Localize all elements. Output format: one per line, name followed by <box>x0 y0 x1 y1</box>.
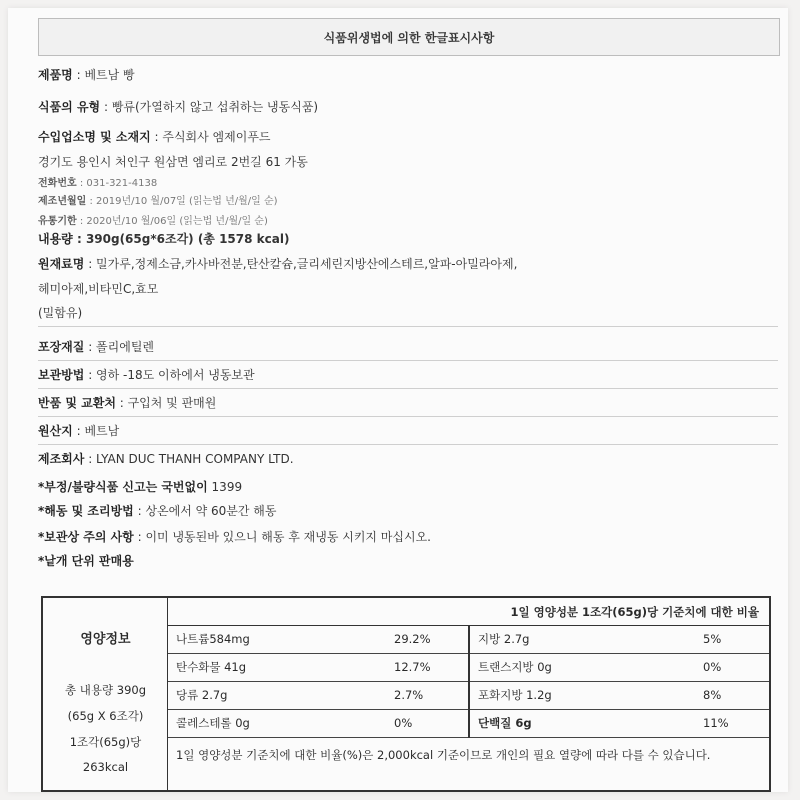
field-line: 전화번호 : 031-321-4138 <box>38 178 158 189</box>
nutrition-detail <box>168 598 769 790</box>
nutrition-title: 영양정보 <box>80 632 131 647</box>
detail-value: 영하 -18도 이하에서 냉동보관 <box>96 368 255 382</box>
ingredients-line-2: 헤미아제,비타민C,효모 <box>38 282 159 296</box>
label-title: 식품위생법에 의한 한글표시사항 <box>38 18 780 56</box>
field-line: 유통기한 : 2020년/10 월/06일 (읽는법 년/월/일 순) <box>38 216 268 227</box>
detail-key: *부정/불량식품 신고는 국번없이 <box>38 480 208 494</box>
nutrient-percent: 5% <box>703 632 722 646</box>
field-key: 수입업소명 및 소재지 <box>38 130 151 144</box>
field-line: 수입업소명 및 소재지 : 주식회사 엠제이푸드 <box>38 130 271 144</box>
ingredients-line-3: (밀함유) <box>38 306 83 320</box>
nutrient-name: 나트륨584mg <box>176 632 250 646</box>
field-line: 제조년월일 : 2019년/10 월/07일 (읽는법 년/월/일 순) <box>38 196 278 207</box>
total-label: 총 내용량 390g <box>65 683 146 697</box>
detail-value: 베트남 <box>84 424 120 438</box>
detail-key: *보관상 주의 사항 <box>38 530 134 544</box>
detail-value: LYAN DUC THANH COMPANY LTD. <box>96 452 294 466</box>
field-line <box>38 153 308 170</box>
detail-value: 이미 냉동된바 있으니 해동 후 재냉동 시키지 마십시오. <box>145 530 431 544</box>
ingredients-text-1: 밀가루,정제소금,카사바전분,탄산칼슘,글리세린지방산에스테르,알파-아밀라아제, <box>96 257 518 271</box>
detail-value: 1399 <box>211 480 243 494</box>
field-key: 제품명 <box>38 68 73 82</box>
field-line: 식품의 유형 : 빵류(가열하지 않고 섭취하는 냉동식품) <box>38 100 319 114</box>
pieces-label: (65g X 6조각) <box>67 709 144 723</box>
divider <box>38 416 778 417</box>
ingredients-line-1: 원재료명 : 밀가루,정제소금,카사바전분,탄산칼슘,글리세린지방산에스테르,알파-아밀라아제, <box>38 257 518 271</box>
field-value: 390g(65g*6조각) (총 1578 kcal) <box>85 232 290 246</box>
detail-line: 보관방법 : 영하 -18도 이하에서 냉동보관 <box>38 368 255 382</box>
detail-line: 포장재질 : 폴리에틸렌 <box>38 340 155 354</box>
nutrient-name: 포화지방 1.2g <box>478 688 552 702</box>
field-key: 전화번호 <box>38 178 77 189</box>
ingredients-key: 원재료명 <box>38 257 85 271</box>
nutrient-percent: 8% <box>703 688 722 702</box>
divider <box>38 326 778 327</box>
nutrient-name: 당류 2.7g <box>176 688 228 702</box>
nutrient-percent: 0% <box>394 716 413 730</box>
field-value: 경기도 용인시 처인구 원삼면 엠리로 2번길 61 가동 <box>38 155 308 169</box>
nutrient-name: 탄수화물 41g <box>176 660 247 674</box>
field-line: 내용량 : 390g(65g*6조각) (총 1578 kcal) <box>38 232 290 246</box>
nutrient-percent: 11% <box>703 716 729 730</box>
detail-line: *해동 및 조리방법 : 상온에서 약 60분간 해동 <box>38 504 277 518</box>
field-key: 제조년월일 <box>38 196 87 207</box>
nutrient-percent: 29.2% <box>394 632 431 646</box>
divider <box>38 360 778 361</box>
field-value: 2019년/10 월/07일 (읽는법 년/월/일 순) <box>96 196 278 207</box>
kcal-label: 263kcal <box>82 760 129 774</box>
field-key: 내용량 <box>38 232 73 246</box>
label-sheet <box>8 8 788 792</box>
field-key: 식품의 유형 <box>38 100 101 114</box>
field-value: 주식회사 엠제이푸드 <box>162 130 271 144</box>
nutrient-name: 콜레스테롤 0g <box>176 716 250 730</box>
nutrient-name: 단백질 6g <box>478 716 532 730</box>
detail-line: 원산지 : 베트남 <box>38 424 120 438</box>
detail-key: 제조회사 <box>38 452 85 466</box>
divider <box>38 388 778 389</box>
nutrition-header: 1일 영양성분 1조각(65g)당 기준치에 대한 비율 <box>168 598 769 626</box>
nutrition-summary <box>43 598 168 790</box>
nutrient-percent: 12.7% <box>394 660 431 674</box>
detail-key: *해동 및 조리방법 <box>38 504 134 518</box>
field-value: 031-321-4138 <box>86 178 158 189</box>
field-value: 2020년/10 월/06일 (읽는법 년/월/일 순) <box>86 216 268 227</box>
detail-value: 구입처 및 판매원 <box>127 396 217 410</box>
nutrition-table <box>41 596 771 792</box>
field-line: 제품명 : 베트남 빵 <box>38 68 135 82</box>
detail-key: 포장재질 <box>38 340 85 354</box>
divider <box>38 444 778 445</box>
detail-key: *낱개 단위 판매용 <box>38 554 134 568</box>
detail-value: 폴리에틸렌 <box>96 340 155 354</box>
field-key: 유통기한 <box>38 216 77 227</box>
field-value: 빵류(가열하지 않고 섭취하는 냉동식품) <box>111 100 319 114</box>
detail-line <box>38 552 134 569</box>
field-value: 베트남 빵 <box>84 68 135 82</box>
nutrient-percent: 0% <box>703 660 722 674</box>
column-divider <box>468 626 470 738</box>
detail-line: 반품 및 교환처 : 구입처 및 판매원 <box>38 396 217 410</box>
detail-line: 제조회사 : LYAN DUC THANH COMPANY LTD. <box>38 452 294 466</box>
detail-key: 반품 및 교환처 <box>38 396 116 410</box>
detail-key: 보관방법 <box>38 368 85 382</box>
detail-value: 상온에서 약 60분간 해동 <box>145 504 277 518</box>
detail-key: 원산지 <box>38 424 73 438</box>
nutrient-name: 지방 2.7g <box>478 632 530 646</box>
nutrient-name: 트랜스지방 0g <box>478 660 552 674</box>
detail-line <box>38 478 242 495</box>
nutrient-percent: 2.7% <box>394 688 424 702</box>
detail-line: *보관상 주의 사항 : 이미 냉동된바 있으니 해동 후 재냉동 시키지 마십시오. <box>38 530 431 544</box>
per-piece-label: 1조각(65g)당 <box>69 735 142 749</box>
nutrition-note: 1일 영양성분 기준치에 대한 비율(%)은 2,000kcal 기준이므로 개인의 필요 열량에 따라 다를 수 있습니다. <box>176 748 711 762</box>
